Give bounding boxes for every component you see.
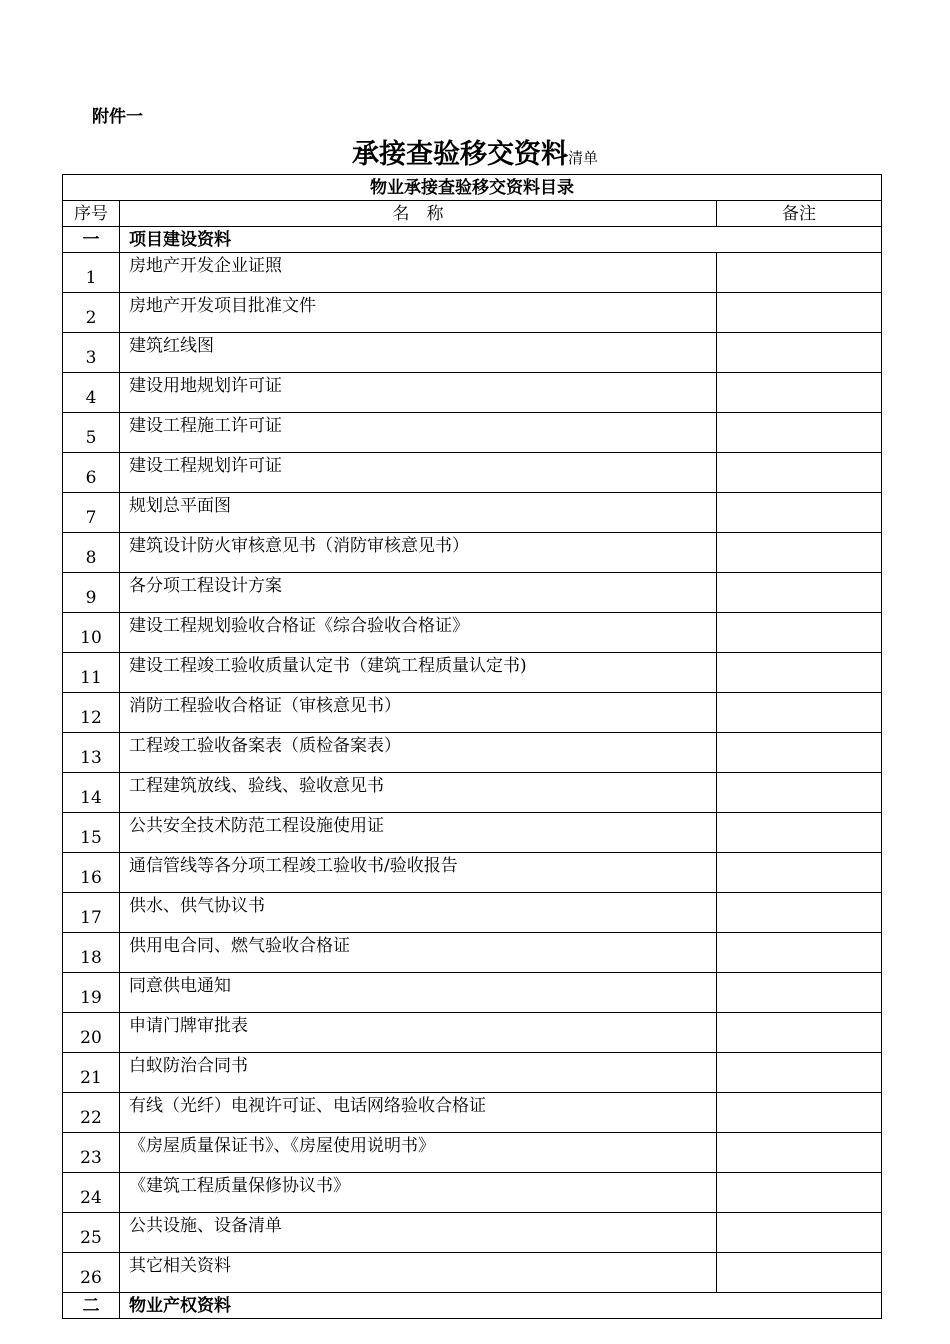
item-number: 14 <box>63 773 120 813</box>
item-remark <box>717 933 882 973</box>
item-remark <box>717 733 882 773</box>
item-number: 13 <box>63 733 120 773</box>
table-row <box>63 733 882 773</box>
document-title-suffix: 清单 <box>567 149 598 167</box>
table-row <box>63 933 882 973</box>
item-remark <box>717 813 882 853</box>
item-number: 24 <box>63 1173 120 1213</box>
item-number: 10 <box>63 613 120 653</box>
item-name: 消防工程验收合格证（审核意见书） <box>120 693 717 733</box>
table-row <box>63 613 882 653</box>
item-name: 规划总平面图 <box>120 493 717 533</box>
item-name: 建设工程规划许可证 <box>120 453 717 493</box>
table-header-row <box>63 201 882 227</box>
item-remark <box>717 773 882 813</box>
item-number: 12 <box>63 693 120 733</box>
item-remark <box>717 853 882 893</box>
item-number: 4 <box>63 373 120 413</box>
item-number: 7 <box>63 493 120 533</box>
item-name: 房地产开发项目批准文件 <box>120 293 717 333</box>
table-row <box>63 1013 882 1053</box>
table-row <box>63 493 882 533</box>
item-name: 各分项工程设计方案 <box>120 573 717 613</box>
item-name: 建筑红线图 <box>120 333 717 373</box>
item-number: 6 <box>63 453 120 493</box>
item-name: 公共设施、设备清单 <box>120 1213 717 1253</box>
item-remark <box>717 893 882 933</box>
item-remark <box>717 973 882 1013</box>
item-remark <box>717 253 882 293</box>
item-remark <box>717 453 882 493</box>
document-title-main: 承接查验移交资料 <box>351 139 568 170</box>
document-title <box>0 132 950 171</box>
item-name: 同意供电通知 <box>120 973 717 1013</box>
table-caption-row <box>63 175 882 201</box>
table-row <box>63 573 882 613</box>
table-row <box>63 533 882 573</box>
item-remark <box>717 573 882 613</box>
item-number: 1 <box>63 253 120 293</box>
item-name: 白蚁防治合同书 <box>120 1053 717 1093</box>
table-row <box>63 973 882 1013</box>
item-name: 房地产开发企业证照 <box>120 253 717 293</box>
item-remark <box>717 1253 882 1293</box>
item-number: 20 <box>63 1013 120 1053</box>
table-row <box>63 253 882 293</box>
item-name: 供水、供气协议书 <box>120 893 717 933</box>
item-name: 工程建筑放线、验线、验收意见书 <box>120 773 717 813</box>
table-row <box>63 293 882 333</box>
item-number: 22 <box>63 1093 120 1133</box>
item-remark <box>717 493 882 533</box>
item-remark <box>717 293 882 333</box>
column-header-seq: 序号 <box>63 201 120 227</box>
item-number: 17 <box>63 893 120 933</box>
item-number: 11 <box>63 653 120 693</box>
item-name: 建设工程施工许可证 <box>120 413 717 453</box>
item-remark <box>717 533 882 573</box>
item-remark <box>717 1093 882 1133</box>
column-header-name: 名 称 <box>120 201 717 227</box>
item-name: 供用电合同、燃气验收合格证 <box>120 933 717 973</box>
item-name: 公共安全技术防范工程设施使用证 <box>120 813 717 853</box>
table-row <box>63 373 882 413</box>
table-row <box>63 1133 882 1173</box>
item-number: 2 <box>63 293 120 333</box>
item-number: 16 <box>63 853 120 893</box>
item-remark <box>717 413 882 453</box>
item-number: 3 <box>63 333 120 373</box>
table-row <box>63 333 882 373</box>
table-row <box>63 853 882 893</box>
section-row <box>63 1293 882 1319</box>
item-number: 23 <box>63 1133 120 1173</box>
item-number: 9 <box>63 573 120 613</box>
table-caption: 物业承接查验移交资料目录 <box>63 175 882 201</box>
item-remark <box>717 693 882 733</box>
section-number: 二 <box>63 1293 120 1319</box>
item-remark <box>717 613 882 653</box>
item-number: 15 <box>63 813 120 853</box>
table-row <box>63 813 882 853</box>
table-row <box>63 1253 882 1293</box>
section-title: 项目建设资料 <box>120 227 882 253</box>
table-row <box>63 773 882 813</box>
item-number: 26 <box>63 1253 120 1293</box>
catalog-table <box>62 174 882 1319</box>
item-number: 18 <box>63 933 120 973</box>
table-row <box>63 1173 882 1213</box>
item-remark <box>717 373 882 413</box>
section-title: 物业产权资料 <box>120 1293 882 1319</box>
item-name: 工程竣工验收备案表（质检备案表） <box>120 733 717 773</box>
item-number: 25 <box>63 1213 120 1253</box>
item-number: 5 <box>63 413 120 453</box>
item-remark <box>717 1013 882 1053</box>
item-name: 建设工程规划验收合格证《综合验收合格证》 <box>120 613 717 653</box>
table-row <box>63 413 882 453</box>
item-number: 21 <box>63 1053 120 1093</box>
table-row <box>63 653 882 693</box>
attachment-label: 附件一 <box>92 107 143 127</box>
item-name: 通信管线等各分项工程竣工验收书/验收报告 <box>120 853 717 893</box>
item-name: 有线（光纤）电视许可证、电话网络验收合格证 <box>120 1093 717 1133</box>
item-name: 申请门牌审批表 <box>120 1013 717 1053</box>
table-row <box>63 1093 882 1133</box>
item-number: 8 <box>63 533 120 573</box>
table-row <box>63 693 882 733</box>
item-remark <box>717 333 882 373</box>
item-name: 建设用地规划许可证 <box>120 373 717 413</box>
item-name: 《房屋质量保证书》、《房屋使用说明书》 <box>120 1133 717 1173</box>
table-row <box>63 453 882 493</box>
table-row <box>63 893 882 933</box>
column-header-remark: 备注 <box>717 201 882 227</box>
item-remark <box>717 653 882 693</box>
item-remark <box>717 1173 882 1213</box>
item-name: 其它相关资料 <box>120 1253 717 1293</box>
item-number: 19 <box>63 973 120 1013</box>
item-remark <box>717 1213 882 1253</box>
item-name: 建筑设计防火审核意见书（消防审核意见书） <box>120 533 717 573</box>
item-name: 建设工程竣工验收质量认定书（建筑工程质量认定书) <box>120 653 717 693</box>
item-name: 《建筑工程质量保修协议书》 <box>120 1173 717 1213</box>
section-number: 一 <box>63 227 120 253</box>
item-remark <box>717 1133 882 1173</box>
table-row <box>63 1213 882 1253</box>
table-row <box>63 1053 882 1093</box>
item-remark <box>717 1053 882 1093</box>
section-row <box>63 227 882 253</box>
